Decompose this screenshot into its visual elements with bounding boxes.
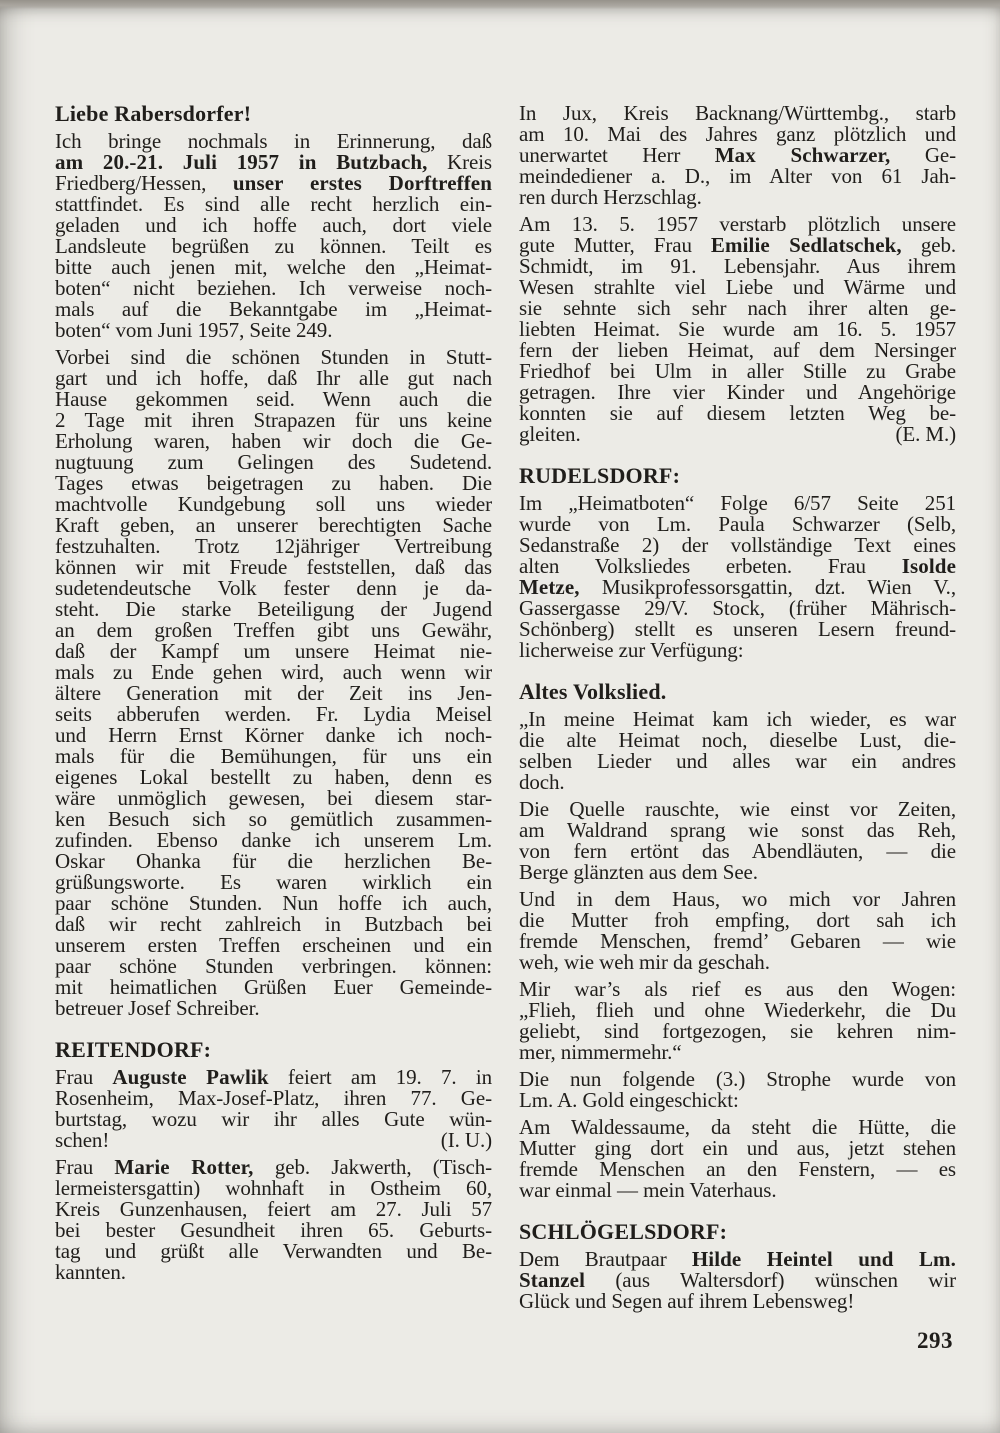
text-line: wurde von Lm. Paula Schwarzer (Selb, xyxy=(519,512,956,536)
text-line: Hause gekommen seid. Wenn auch die xyxy=(55,387,492,411)
text-line: Friedberg/Hessen, unser erstes Dorftreffen xyxy=(55,171,493,195)
bold-text: Max Schwarzer, xyxy=(714,143,891,167)
text-line: Am Waldessaume, da steht die Hütte, die xyxy=(519,1115,956,1139)
text-line: weh, wie weh mir da geschah. xyxy=(519,950,770,974)
page-content xyxy=(55,103,956,1318)
bold-text: unser erstes Dorftreffen xyxy=(232,171,493,195)
text-line: Oskar Ohanka für die herzlichen Be- xyxy=(55,849,492,873)
text-line: Schmidt, im 91. Lebensjahr. Aus ihrem xyxy=(519,254,956,278)
text-line: sudetendeutsche Volk fester denn je da- xyxy=(55,576,492,600)
text-line: die Mutter froh empfing, dort sah ich xyxy=(519,908,956,932)
text-line: am Waldrand sprang wie sonst das Reh, xyxy=(519,818,956,842)
section-heading: REITENDORF: xyxy=(55,1037,212,1062)
text-line: von fern ertönt das Abendläuten, — die xyxy=(519,839,956,863)
text-line: Tages etwas beigetragen zu haben. Die xyxy=(55,471,492,495)
text-line: ken Besuch sich so gemütlich zusammen- xyxy=(55,807,492,831)
text-line: am 20.-21. Juli 1957 in Butzbach, Kreis xyxy=(55,150,493,174)
left-column xyxy=(55,103,492,1318)
text-line: lermeistersgattin) wohnhaft in Ostheim 60, xyxy=(55,1176,492,1200)
text-line xyxy=(519,424,956,445)
text-line: mals auf die Bekanntgabe im „Heimat- xyxy=(55,297,492,321)
text-line: getragen. Ihre vier Kinder und Angehörige xyxy=(519,380,956,404)
text-line: Kreis Gunzenhausen, feiert am 27. Juli 57 xyxy=(55,1197,492,1221)
section-heading: Altes Volkslied. xyxy=(519,679,667,704)
text-line: Rosenheim, Max-Josef-Platz, ihren 77. Ge- xyxy=(55,1086,492,1110)
bold-text: Auguste Pawlik xyxy=(112,1065,269,1089)
text-line: „Flieh, flieh und ohne Wiederkehr, die Du xyxy=(519,998,956,1022)
text-line: an dem großen Treffen gibt uns Gewähr, xyxy=(55,618,492,642)
text-line: Im „Heimatboten“ Folge 6/57 Seite 251 xyxy=(519,491,956,515)
text-line: bei bester Gesundheit ihren 65. Geburts- xyxy=(55,1218,492,1242)
text-line: Sedanstraße 2) der vollständige Text eines xyxy=(519,533,956,557)
text-line: licherweise zur Verfügung: xyxy=(519,638,744,662)
bold-text: Marie Rotter, xyxy=(114,1155,254,1179)
text-line: Die Quelle rauschte, wie einst vor Zeiten, xyxy=(519,797,956,821)
bold-text: Metze, xyxy=(519,575,580,599)
paragraph xyxy=(519,799,956,883)
text-line: In Jux, Kreis Backnang/Württembg., starb xyxy=(519,101,956,125)
text-line: Frau Marie Rotter, geb. Jakwerth, (Tisch- xyxy=(55,1155,492,1179)
paragraph xyxy=(55,347,492,1019)
bold-text: Emilie Sedlatschek, xyxy=(710,233,902,257)
text-line: Friedhof bei Ulm in aller Stille zu Grabe xyxy=(519,359,956,383)
paragraph xyxy=(519,493,956,661)
text-line: nugtuung zum Gelingen des Sudetend. xyxy=(55,450,492,474)
text-line: Landsleute begrüßen zu können. Teilt es xyxy=(55,234,492,258)
paragraph xyxy=(519,1117,956,1201)
text-line: 2 Tage mit ihren Strapazen für uns keine xyxy=(55,408,492,432)
text-line: Stanzel (aus Waltersdorf) wünschen wir xyxy=(519,1268,956,1292)
paragraph xyxy=(55,131,492,341)
text-line: Lm. A. Gold eingeschickt: xyxy=(519,1088,739,1112)
paragraph xyxy=(519,979,956,1063)
line-left-text: schen! xyxy=(55,1128,110,1152)
text-line: Wesen strahlte viel Liebe und Wärme und xyxy=(519,275,956,299)
text-line: am 10. Mai des Jahres ganz plötzlich und xyxy=(519,122,956,146)
paragraph xyxy=(519,709,956,793)
text-line: konnten sie auf diesem letzten Weg be- xyxy=(519,401,956,425)
text-line: Und in dem Haus, wo mich vor Jahren xyxy=(519,887,956,911)
text-line: unserem ersten Treffen erscheinen und ein xyxy=(55,933,492,957)
text-line: eigenes Lokal bestellt zu haben, denn es xyxy=(55,765,492,789)
text-line: steht. Die starke Beteiligung der Jugend xyxy=(55,597,492,621)
text-line: selben Lieder und alles war ein andres xyxy=(519,749,956,773)
text-line: stattfindet. Es sind alle recht herzlich ein- xyxy=(55,192,492,216)
text-line: „In meine Heimat kam ich wieder, es war xyxy=(519,707,956,731)
text-line: Am 13. 5. 1957 verstarb plötzlich unsere xyxy=(519,212,956,236)
text-line: geliebt, sind fortgezogen, sie kehren nim- xyxy=(519,1019,956,1043)
text-line: alten Volksliedes erbeten. Frau Isolde xyxy=(519,554,956,578)
text-line: war einmal — mein Vaterhaus. xyxy=(519,1178,777,1202)
text-line: machtvolle Kundgebung soll uns wieder xyxy=(55,492,492,516)
text-line: boten“ vom Juni 1957, Seite 249. xyxy=(55,318,333,342)
text-line: boten“ nicht beziehen. Ich verweise noch- xyxy=(55,276,492,300)
text-line: sie sehnte sich sehr nach ihrer alten ge- xyxy=(519,296,956,320)
text-line: fern der lieben Heimat, auf dem Nersinger xyxy=(519,338,956,362)
line-right-initials: (I. U.) xyxy=(440,1128,492,1152)
text-line: mer, nimmermehr.“ xyxy=(519,1040,682,1064)
text-line: und Herrn Ernst Körner danke ich noch- xyxy=(55,723,492,747)
paragraph xyxy=(519,214,956,445)
text-line: die alte Heimat noch, dieselbe Lust, die- xyxy=(519,728,956,752)
text-line: ältere Generation mit der Zeit ins Jen- xyxy=(55,681,492,705)
text-line: Schönberg) stellt es unseren Lesern freund- xyxy=(519,617,956,641)
text-line: liebten Heimat. Sie wurde am 16. 5. 1957 xyxy=(519,317,956,341)
text-line: doch. xyxy=(519,770,565,794)
line-right-initials: (E. M.) xyxy=(895,422,956,446)
bold-text: Stanzel xyxy=(519,1268,586,1292)
text-line: Frau Auguste Pawlik feiert am 19. 7. in xyxy=(55,1065,492,1089)
section-heading: SCHLÖGELSDORF: xyxy=(519,1219,728,1244)
text-line: können wir mit Freude feststellen, daß das xyxy=(55,555,492,579)
paragraph xyxy=(519,1069,956,1111)
text-line: Vorbei sind die schönen Stunden in Stutt- xyxy=(55,345,492,369)
right-column xyxy=(519,103,956,1318)
paragraph xyxy=(519,1249,956,1312)
text-line: seits abberufen werden. Fr. Lydia Meisel xyxy=(55,702,492,726)
text-line: fremde Menschen, fremd’ Gebaren — wie xyxy=(519,929,956,953)
text-line: mit heimatlichen Grüßen Euer Gemeinde- xyxy=(55,975,492,999)
paragraph xyxy=(519,889,956,973)
text-line: Dem Brautpaar Hilde Heintel und Lm. xyxy=(519,1247,956,1271)
text-line: paar schöne Stunden verbringen. können: xyxy=(55,954,492,978)
section-heading: Liebe Rabersdorfer! xyxy=(55,101,252,126)
text-line xyxy=(55,1130,492,1151)
text-line: Mir war’s als rief es aus den Wogen: xyxy=(519,977,956,1001)
text-line: betreuer Josef Schreiber. xyxy=(55,996,260,1020)
text-line: tag und grüßt alle Verwandten und Be- xyxy=(55,1239,492,1263)
text-line: Gassergasse 29/V. Stock, (früher Mährisch- xyxy=(519,596,956,620)
text-line: bitte auch jenen mit, welche den „Heimat- xyxy=(55,255,492,279)
text-line: Glück und Segen auf ihrem Lebensweg! xyxy=(519,1289,855,1313)
text-line: Berge glänzten aus dem See. xyxy=(519,860,758,884)
text-line: Mutter ging dort ein und aus, jetzt stehen xyxy=(519,1136,956,1160)
text-line: mals für die Bemühungen, für uns ein xyxy=(55,744,492,768)
text-line: geladen und ich hoffe auch, dort viele xyxy=(55,213,492,237)
line-left-text: gleiten. xyxy=(519,422,581,446)
paragraph xyxy=(55,1157,492,1283)
text-line: meindediener a. D., im Alter von 61 Jah- xyxy=(519,164,956,188)
text-line: Metze, Musikprofessorsgattin, dzt. Wien V., xyxy=(519,575,956,599)
text-line: kannten. xyxy=(55,1260,126,1284)
text-line: ren durch Herzschlag. xyxy=(519,185,702,209)
text-line: daß der Kampf um unsere Heimat nie- xyxy=(55,639,492,663)
text-line: fremde Menschen an den Fenstern, — es xyxy=(519,1157,956,1181)
paragraph xyxy=(519,103,956,208)
text-line: zufinden. Ebenso danke ich unserem Lm. xyxy=(55,828,492,852)
text-line: Ich bringe nochmals in Erinnerung, daß xyxy=(55,129,492,153)
text-line: Kraft geben, an unserer berechtigten Sache xyxy=(55,513,492,537)
text-line: festzuhalten. Trotz 12jähriger Vertreibung xyxy=(55,534,492,558)
bold-text: Isolde xyxy=(901,554,956,578)
paragraph xyxy=(55,1067,492,1151)
bold-text: am 20.-21. Juli 1957 in Butzbach, xyxy=(55,150,428,174)
text-line: unerwartet Herr Max Schwarzer, Ge- xyxy=(519,143,957,167)
text-line: gute Mutter, Frau Emilie Sedlatschek, geb. xyxy=(519,233,956,257)
text-line: burtstag, wozu wir ihr alles Gute wün- xyxy=(55,1107,492,1131)
text-line: wäre unmöglich gewesen, bei diesem star- xyxy=(55,786,492,810)
text-line: gart und ich hoffe, daß Ihr alle gut nach xyxy=(55,366,492,390)
text-line: Erholung waren, haben wir doch die Ge- xyxy=(55,429,492,453)
text-line: paar schöne Stunden. Nun hoffe ich auch, xyxy=(55,891,492,915)
page-number: 293 xyxy=(917,1328,953,1353)
text-line: mals zu Ende gehen wird, auch wenn wir xyxy=(55,660,492,684)
text-line: daß wir recht zahlreich in Butzbach bei xyxy=(55,912,492,936)
bold-text: Hilde Heintel und Lm. xyxy=(691,1247,956,1271)
scan-top-edge xyxy=(0,0,1000,9)
section-heading: RUDELSDORF: xyxy=(519,463,681,488)
text-line: Die nun folgende (3.) Strophe wurde von xyxy=(519,1067,956,1091)
text-line: grüßungsworte. Es waren wirklich ein xyxy=(55,870,492,894)
